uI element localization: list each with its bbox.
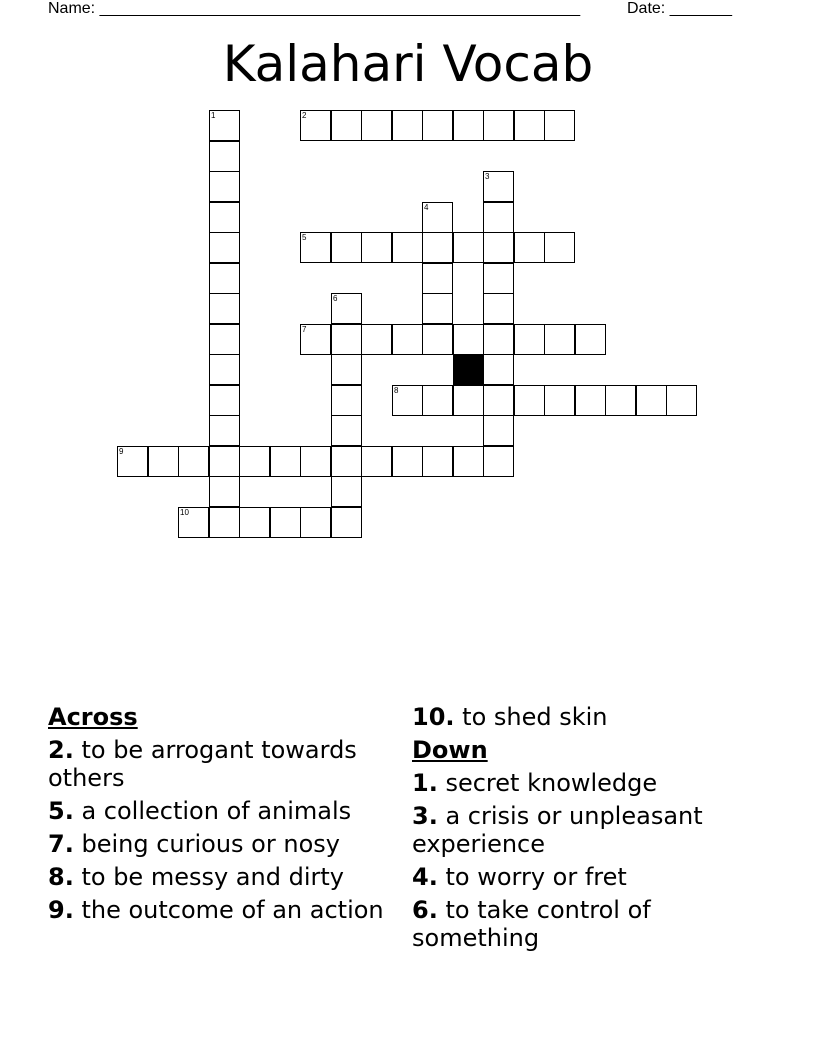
- grid-cell[interactable]: [331, 110, 362, 141]
- grid-cell[interactable]: [239, 507, 270, 538]
- grid-cell[interactable]: [422, 232, 453, 263]
- clue-text: to worry or fret: [445, 863, 627, 891]
- grid-cell[interactable]: [209, 324, 240, 355]
- grid-cell[interactable]: [178, 507, 209, 538]
- name-field-line: Name: ______________________________________________________: [48, 0, 581, 17]
- grid-cell[interactable]: [209, 293, 240, 324]
- grid-cell[interactable]: [331, 232, 362, 263]
- grid-cell[interactable]: [544, 232, 575, 263]
- clue-number: 10.: [412, 703, 455, 731]
- grid-cell[interactable]: [209, 141, 240, 172]
- grid-cell[interactable]: [483, 324, 514, 355]
- clue-text: to be arrogant towards others: [48, 736, 357, 792]
- grid-cell[interactable]: [331, 324, 362, 355]
- grid-cell[interactable]: [514, 232, 545, 263]
- clue-across: [48, 797, 388, 825]
- grid-cell[interactable]: [331, 415, 362, 446]
- across-heading: Across: [48, 703, 138, 731]
- clue-number: 1.: [412, 769, 438, 797]
- grid-cell-number: 7: [302, 325, 307, 334]
- grid-cell[interactable]: [392, 232, 423, 263]
- clue-number: 7.: [48, 830, 74, 858]
- grid-cell[interactable]: [483, 171, 514, 202]
- grid-cell[interactable]: [422, 446, 453, 477]
- grid-cell[interactable]: [209, 354, 240, 385]
- grid-cell[interactable]: [209, 263, 240, 294]
- grid-cell[interactable]: [300, 232, 331, 263]
- grid-cell[interactable]: [209, 446, 240, 477]
- grid-cell[interactable]: [483, 232, 514, 263]
- grid-cell[interactable]: [361, 446, 392, 477]
- clue-number: 9.: [48, 896, 74, 924]
- grid-cell[interactable]: [148, 446, 179, 477]
- grid-cell[interactable]: [453, 446, 484, 477]
- clue-down: [412, 896, 742, 952]
- grid-cell[interactable]: [392, 324, 423, 355]
- grid-block-cell: [453, 354, 484, 385]
- grid-cell[interactable]: [422, 202, 453, 233]
- grid-cell[interactable]: [483, 415, 514, 446]
- clue-across: [48, 896, 388, 924]
- grid-cell-number: 4: [424, 203, 429, 212]
- grid-cell[interactable]: [483, 446, 514, 477]
- grid-cell[interactable]: [453, 324, 484, 355]
- clue-text: a collection of animals: [81, 797, 352, 825]
- clue-across: [48, 736, 388, 792]
- grid-cell[interactable]: [209, 110, 240, 141]
- grid-cell[interactable]: [331, 476, 362, 507]
- grid-cell-number: 8: [394, 386, 399, 395]
- grid-cell[interactable]: [392, 446, 423, 477]
- grid-cell[interactable]: [117, 446, 148, 477]
- grid-cell[interactable]: [483, 293, 514, 324]
- grid-cell[interactable]: [422, 263, 453, 294]
- grid-cell[interactable]: [422, 324, 453, 355]
- date-field-line: Date: _______: [627, 0, 732, 17]
- grid-cell[interactable]: [483, 202, 514, 233]
- clue-number: 8.: [48, 863, 74, 891]
- clue-down: [412, 863, 742, 891]
- grid-cell[interactable]: [361, 232, 392, 263]
- grid-cell[interactable]: [605, 385, 636, 416]
- grid-cell[interactable]: [331, 507, 362, 538]
- grid-cell[interactable]: [300, 446, 331, 477]
- clue-across: [48, 863, 388, 891]
- grid-cell-number: 5: [302, 233, 307, 242]
- grid-cell[interactable]: [514, 110, 545, 141]
- grid-cell[interactable]: [544, 110, 575, 141]
- clue-across: [48, 830, 388, 858]
- grid-cell[interactable]: [209, 171, 240, 202]
- grid-cell[interactable]: [270, 446, 301, 477]
- grid-cell[interactable]: [422, 293, 453, 324]
- page-title: Kalahari Vocab: [222, 35, 594, 93]
- clue-text: secret knowledge: [445, 769, 658, 797]
- clue-number: 5.: [48, 797, 74, 825]
- clue-down: [412, 802, 742, 858]
- grid-cell-number: 2: [302, 111, 307, 120]
- clue-text: a crisis or unpleasant experience: [412, 802, 703, 858]
- grid-cell[interactable]: [331, 354, 362, 385]
- grid-cell[interactable]: [392, 385, 423, 416]
- grid-cell[interactable]: [300, 507, 331, 538]
- grid-cell[interactable]: [361, 324, 392, 355]
- grid-cell[interactable]: [422, 110, 453, 141]
- grid-cell[interactable]: [453, 110, 484, 141]
- grid-cell-number: 10: [180, 508, 189, 517]
- grid-cell[interactable]: [209, 232, 240, 263]
- grid-cell[interactable]: [636, 385, 667, 416]
- grid-cell-number: 1: [211, 111, 216, 120]
- clue-across: [412, 703, 742, 731]
- clue-text: being curious or nosy: [81, 830, 340, 858]
- grid-cell[interactable]: [666, 385, 697, 416]
- grid-cell[interactable]: [209, 385, 240, 416]
- grid-cell[interactable]: [361, 110, 392, 141]
- grid-cell[interactable]: [544, 324, 575, 355]
- grid-cell-number: 3: [485, 172, 490, 181]
- grid-cell[interactable]: [209, 476, 240, 507]
- grid-cell-number: 6: [333, 294, 338, 303]
- grid-cell[interactable]: [300, 324, 331, 355]
- clue-text: to be messy and dirty: [81, 863, 344, 891]
- clue-text: the outcome of an action: [81, 896, 384, 924]
- clue-number: 3.: [412, 802, 438, 830]
- grid-cell[interactable]: [178, 446, 209, 477]
- grid-cell[interactable]: [483, 354, 514, 385]
- grid-cell[interactable]: [239, 446, 270, 477]
- clue-down: [412, 769, 742, 797]
- grid-cell[interactable]: [483, 110, 514, 141]
- clue-text: to take control of something: [412, 896, 651, 952]
- grid-cell[interactable]: [575, 324, 606, 355]
- grid-cell[interactable]: [392, 110, 423, 141]
- grid-cell[interactable]: [453, 385, 484, 416]
- grid-cell[interactable]: [331, 385, 362, 416]
- clues-column-left: [48, 703, 388, 929]
- grid-cell[interactable]: [483, 385, 514, 416]
- grid-cell[interactable]: [514, 385, 545, 416]
- grid-cell[interactable]: [453, 232, 484, 263]
- clue-number: 6.: [412, 896, 438, 924]
- grid-cell[interactable]: [514, 324, 545, 355]
- grid-cell[interactable]: [300, 110, 331, 141]
- grid-cell-number: 9: [119, 447, 124, 456]
- clues-column-right: [412, 703, 742, 957]
- grid-cell[interactable]: [209, 415, 240, 446]
- grid-cell[interactable]: [209, 202, 240, 233]
- clue-text: to shed skin: [462, 703, 608, 731]
- clue-number: 2.: [48, 736, 74, 764]
- grid-cell[interactable]: [544, 385, 575, 416]
- grid-cell[interactable]: [331, 446, 362, 477]
- clue-number: 4.: [412, 863, 438, 891]
- grid-cell[interactable]: [270, 507, 301, 538]
- grid-cell[interactable]: [575, 385, 606, 416]
- grid-cell[interactable]: [422, 385, 453, 416]
- grid-cell[interactable]: [209, 507, 240, 538]
- grid-cell[interactable]: [331, 293, 362, 324]
- grid-cell[interactable]: [483, 263, 514, 294]
- down-heading: Down: [412, 736, 488, 764]
